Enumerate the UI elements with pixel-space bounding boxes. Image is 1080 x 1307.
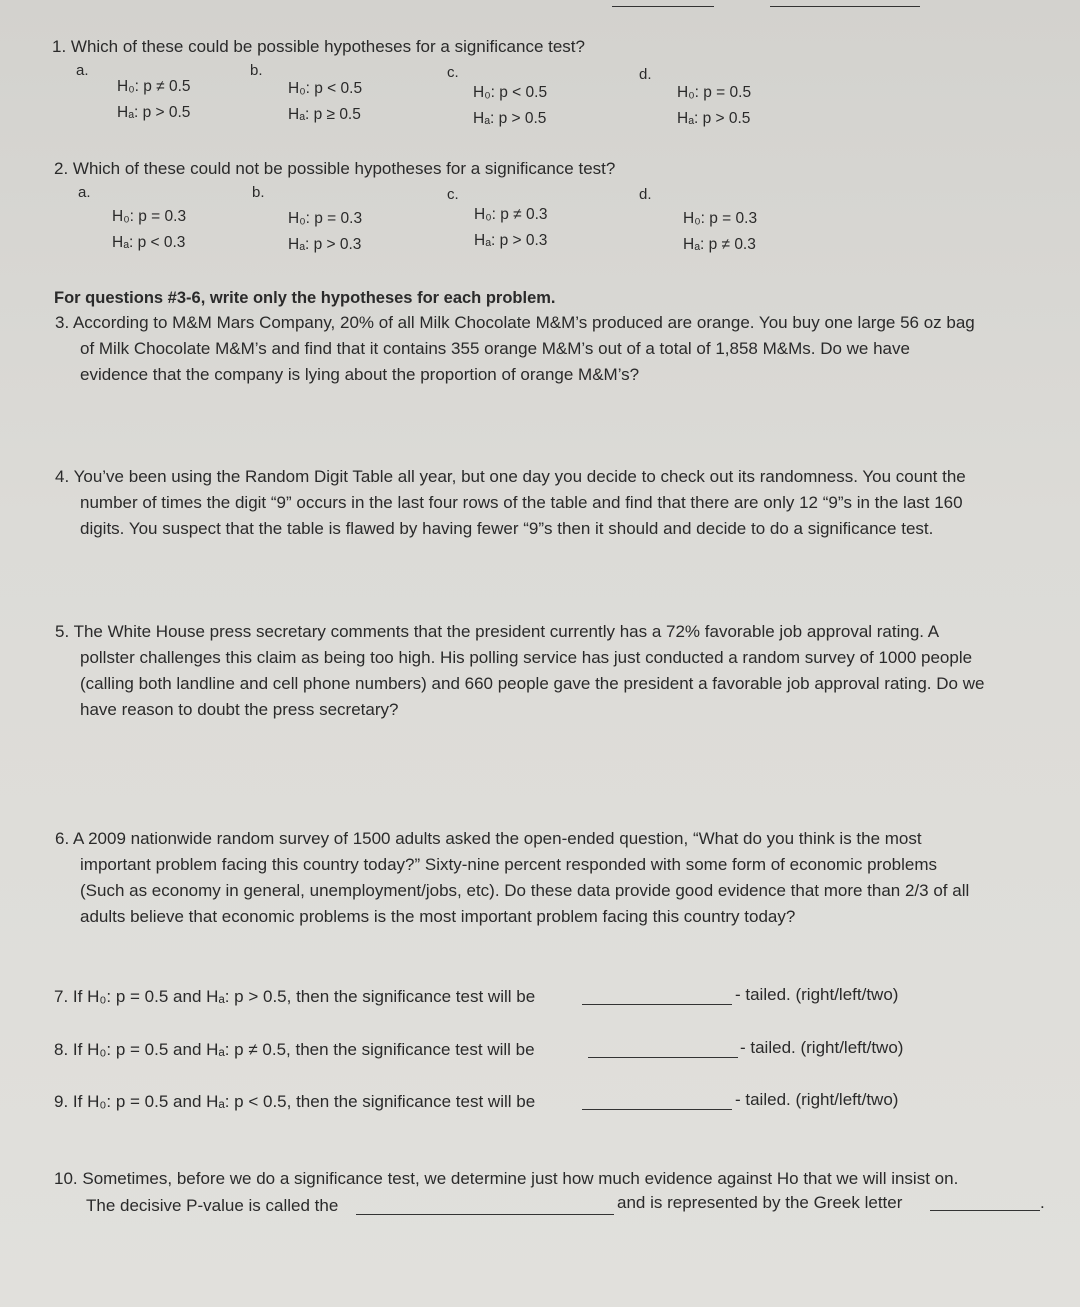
null-hypothesis: H₀: p < 0.5 (473, 84, 548, 101)
section-instruction: For questions #3-6, write only the hypotheses for each problem. (54, 289, 556, 307)
alt-hypothesis: Hₐ: p ≥ 0.5 (288, 106, 361, 123)
answer-blank-q7[interactable] (582, 984, 732, 1005)
answer-blank-q8[interactable] (588, 1037, 738, 1058)
header-rule (612, 6, 714, 7)
question-10-line: 10. Sometimes, before we do a significance test, we determine just how much evidence against Ho that we will insist on. (54, 1169, 959, 1188)
question-3-line: 3. According to M&M Mars Company, 20% of all Milk Chocolate M&M’s produced are orange. You buy one large 56 oz bag (55, 313, 975, 332)
option-letter: a. (78, 184, 91, 201)
option-letter: d. (639, 66, 652, 83)
question-3-line: of Milk Chocolate M&M’s and find that it contains 355 orange M&M’s out of a total of 1,858 M&Ms. Do we have (80, 339, 910, 358)
question-7-suffix: - tailed. (right/left/two) (735, 985, 899, 1004)
alt-hypothesis: Hₐ: p < 0.3 (112, 234, 186, 251)
null-hypothesis: H₀: p = 0.3 (683, 210, 758, 227)
question-10-line: and is represented by the Greek letter (617, 1193, 903, 1212)
option-letter: d. (639, 186, 652, 203)
null-hypothesis: H₀: p < 0.5 (288, 80, 363, 97)
answer-blank-q9[interactable] (582, 1089, 732, 1110)
question-3-line: evidence that the company is lying about the proportion of orange M&M’s? (80, 365, 640, 384)
answer-blank-q10-name[interactable] (356, 1194, 614, 1215)
question-6-line: 6. A 2009 nationwide random survey of 1500 adults asked the open-ended question, “What do you think is the most (55, 829, 922, 848)
question-8: 8. If H₀: p = 0.5 and Hₐ: p ≠ 0.5, then the significance test will be (54, 1040, 535, 1059)
alt-hypothesis: Hₐ: p > 0.3 (288, 236, 362, 253)
alt-hypothesis: Hₐ: p > 0.5 (117, 104, 191, 121)
question-4-line: 4. You’ve been using the Random Digit Table all year, but one day you decide to check out its randomness. You count the (55, 467, 966, 486)
question-5-line: (calling both landline and cell phone numbers) and 660 people gave the president a favorable job approval rating. Do we (80, 674, 985, 693)
question-4-line: number of times the digit “9” occurs in the last four rows of the table and find that there are only 12 “9”s in the last 160 (80, 493, 963, 512)
question-6-line: important problem facing this country today?” Sixty-nine percent responded with some form of economic problems (80, 855, 938, 874)
question-9: 9. If H₀: p = 0.5 and Hₐ: p < 0.5, then the significance test will be (54, 1092, 536, 1111)
question-5-line: 5. The White House press secretary comments that the president currently has a 72% favorable job approval rating. A (55, 622, 940, 641)
option-letter: c. (447, 186, 459, 203)
question-2: 2. Which of these could not be possible hypotheses for a significance test? (54, 159, 616, 178)
question-1: 1. Which of these could be possible hypotheses for a significance test? (52, 37, 585, 56)
option-letter: b. (252, 184, 265, 201)
option-letter: b. (250, 62, 263, 79)
null-hypothesis: H₀: p = 0.5 (677, 84, 752, 101)
option-letter: a. (76, 62, 89, 79)
question-6-line: adults believe that economic problems is the most important problem facing this country today? (80, 907, 796, 926)
null-hypothesis: H₀: p ≠ 0.5 (117, 78, 191, 95)
option-letter: c. (447, 64, 459, 81)
header-rule (770, 6, 920, 7)
alt-hypothesis: Hₐ: p > 0.5 (677, 110, 751, 127)
question-10-line: The decisive P-value is called the (86, 1196, 339, 1215)
question-8-suffix: - tailed. (right/left/two) (740, 1038, 904, 1057)
null-hypothesis: H₀: p ≠ 0.3 (474, 206, 548, 223)
question-10-end: . (1040, 1193, 1045, 1212)
alt-hypothesis: Hₐ: p > 0.3 (474, 232, 548, 249)
question-4-line: digits. You suspect that the table is flawed by having fewer “9”s then it should and decide to do a significance test. (80, 519, 934, 538)
null-hypothesis: H₀: p = 0.3 (112, 208, 187, 225)
question-6-line: (Such as economy in general, unemployment/jobs, etc). Do these data provide good evidence that more than 2/3 of all (80, 881, 970, 900)
question-7: 7. If H₀: p = 0.5 and Hₐ: p > 0.5, then the significance test will be (54, 987, 536, 1006)
alt-hypothesis: Hₐ: p ≠ 0.3 (683, 236, 756, 253)
question-9-suffix: - tailed. (right/left/two) (735, 1090, 899, 1109)
alt-hypothesis: Hₐ: p > 0.5 (473, 110, 547, 127)
question-5-line: have reason to doubt the press secretary? (80, 700, 399, 719)
question-5-line: pollster challenges this claim as being too high. His polling service has just conducted a random survey of 1000 people (80, 648, 973, 667)
answer-blank-q10-greek[interactable] (930, 1190, 1040, 1211)
null-hypothesis: H₀: p = 0.3 (288, 210, 363, 227)
